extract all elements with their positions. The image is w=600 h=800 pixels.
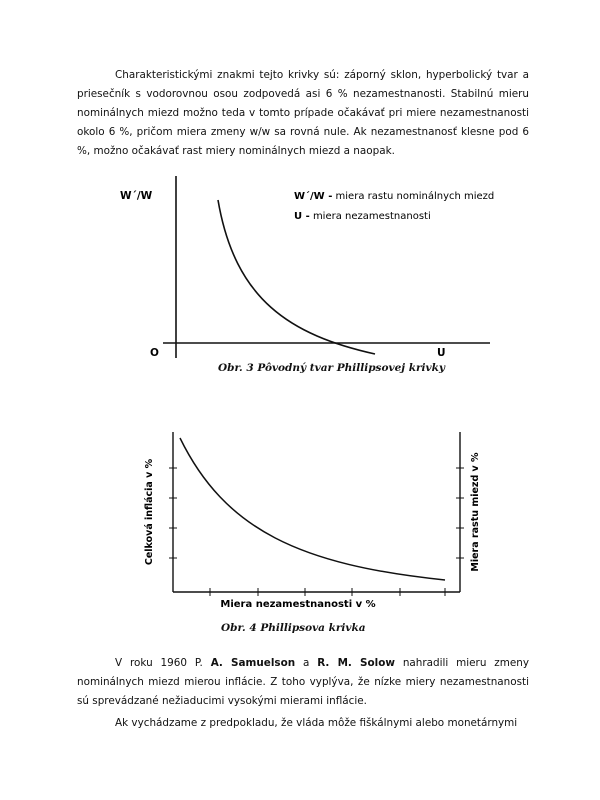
fig3-legend-text-2: miera nezamestnanosti xyxy=(309,211,431,222)
figure-3-caption: Obr. 3 Pôvodný tvar Phillipsovej krivky xyxy=(218,362,445,374)
paragraph-samuelson-solow xyxy=(77,654,529,711)
fig3-legend-symbol-1: W´/W - xyxy=(294,191,333,202)
fig4-right-axis-label: Miera rastu miezd v % xyxy=(470,452,481,572)
figure-4-caption: Obr. 4 Phillipsova krivka xyxy=(221,622,366,634)
paragraph-assumption xyxy=(77,714,529,733)
paragraph-samuelson-text-1: V roku 1960 P. xyxy=(115,657,211,669)
fig4-phillips-curve xyxy=(180,438,445,580)
author-solow: R. M. Solow xyxy=(317,657,395,669)
fig3-origin-label: O xyxy=(150,347,159,359)
fig4-left-axis-label: Celková inflácia v % xyxy=(144,458,155,566)
fig3-y-axis-label: W´/W xyxy=(120,190,153,202)
paragraph-samuelson-text-2: a xyxy=(295,657,318,669)
paragraph-intro-text: Charakteristickými znakmi tejto krivky sú: záporný sklon, hyperbolický tvar a priesečník s vodorovnou osou zodpovedá asi 6 % nezamestnanosti. Stabilnú mieru nominálnych miezd možno teda v tomto prípade očakávať pri miere nezamestnanosti okolo 6 %, pričom miera zmeny w/w sa rovná nule. Ak nezamestnanosť klesne pod 6 %, možno očakávať rast miery nominálnych miezd a naopak. xyxy=(77,69,529,157)
fig3-legend-text-1: miera rastu nominálnych miezd xyxy=(332,191,495,202)
fig3-x-axis-label: U xyxy=(437,347,446,359)
fig4-x-axis-label: Miera nezamestnanosti v % xyxy=(220,599,376,610)
fig3-legend-symbol-2: U - xyxy=(294,211,310,222)
paragraph-samuelson-text-3: nahradili mieru zmeny nominálnych miezd mierou inflácie. Z toho vyplýva, že nízke miery nezamestnanosti sú sprevádzané nežiaducimi vysokými mierami inflácie. xyxy=(77,657,529,707)
author-samuelson: A. Samuelson xyxy=(210,657,296,669)
paragraph-assumption-text: Ak vychádzame z predpokladu, že vláda môže fiškálnymi alebo monetárnymi xyxy=(115,717,518,729)
